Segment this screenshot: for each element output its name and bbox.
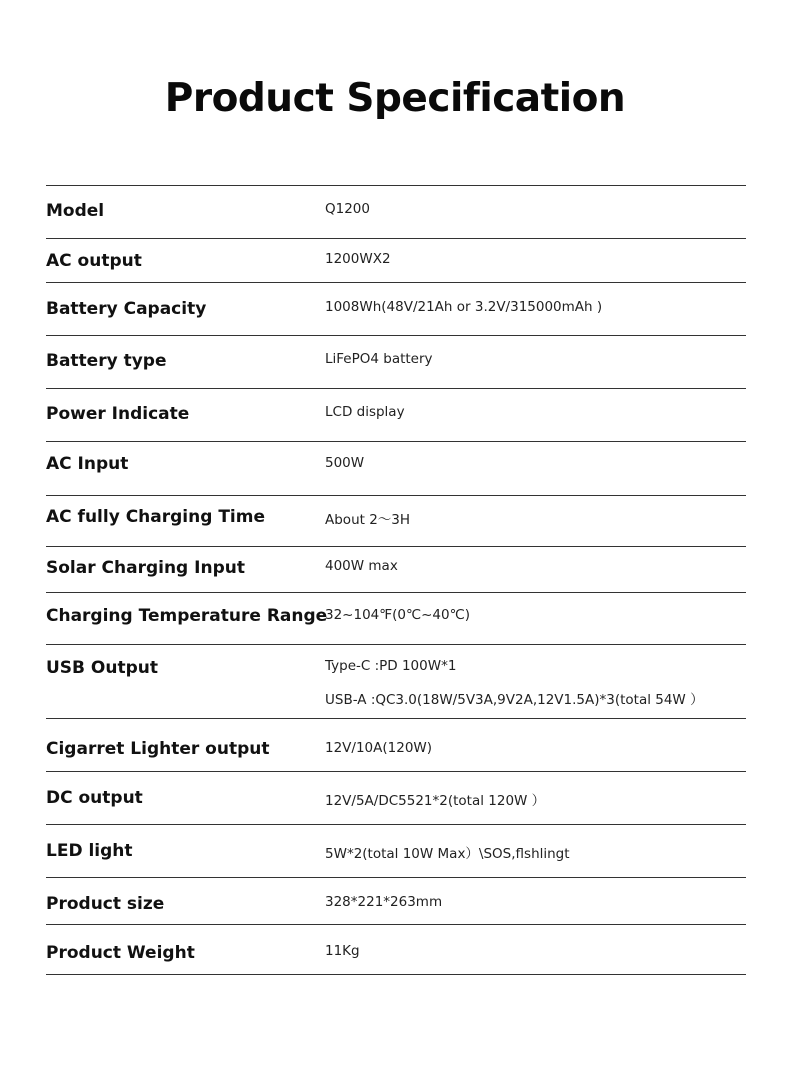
spec-value: Type-C :PD 100W*1: [325, 658, 457, 674]
spec-label: LED light: [46, 841, 133, 861]
spec-value: 1200WX2: [325, 251, 391, 267]
spec-value: About 2～3H: [325, 512, 411, 528]
spec-label: Model: [46, 201, 105, 221]
spec-value: 11Kg: [325, 943, 360, 959]
spec-label: Battery type: [46, 351, 167, 371]
spec-row: [46, 283, 746, 336]
page-title: Product Specification: [164, 76, 626, 121]
spec-row: [46, 645, 746, 719]
spec-label: Product size: [46, 894, 165, 914]
spec-label: DC output: [46, 788, 143, 808]
spec-row: [46, 496, 746, 547]
spec-value: 32~104℉(0℃~40℃): [325, 607, 471, 623]
spec-value: LCD display: [325, 404, 405, 420]
spec-value: LiFePO4 battery: [325, 351, 433, 367]
spec-row: [46, 389, 746, 442]
spec-label: Charging Temperature Range: [46, 606, 328, 626]
spec-value: 400W max: [325, 558, 398, 574]
spec-label: Power Indicate: [46, 404, 190, 424]
spec-value: 12V/5A/DC5521*2(total 120W ）: [325, 793, 546, 809]
spec-row: [46, 825, 746, 878]
spec-table: [46, 185, 746, 975]
spec-label: Solar Charging Input: [46, 558, 245, 578]
spec-row: [46, 719, 746, 772]
spec-label: Product Weight: [46, 943, 195, 963]
spec-row: [46, 186, 746, 239]
spec-value: 5W*2(total 10W Max）\SOS,flshlingt: [325, 846, 570, 862]
spec-row: [46, 239, 746, 283]
spec-row: [46, 442, 746, 496]
spec-value: 1008Wh(48V/21Ah or 3.2V/315000mAh ): [325, 299, 603, 315]
spec-value: 12V/10A(120W): [325, 740, 433, 756]
spec-label: USB Output: [46, 658, 159, 678]
spec-label: AC output: [46, 251, 142, 271]
spec-value: 328*221*263mm: [325, 894, 443, 910]
spec-value: USB-A :QC3.0(18W/5V3A,9V2A,12V1.5A)*3(total 54W ）: [325, 692, 704, 708]
spec-label: AC fully Charging Time: [46, 507, 265, 527]
spec-label: Battery Capacity: [46, 299, 207, 319]
spec-value: 500W: [325, 455, 365, 471]
spec-value: Q1200: [325, 201, 370, 217]
spec-row: [46, 772, 746, 825]
spec-row: [46, 336, 746, 389]
spec-row: [46, 878, 746, 925]
spec-row: [46, 593, 746, 645]
spec-row: [46, 547, 746, 593]
spec-label: AC Input: [46, 454, 129, 474]
spec-label: Cigarret Lighter output: [46, 739, 270, 759]
spec-row: [46, 925, 746, 975]
